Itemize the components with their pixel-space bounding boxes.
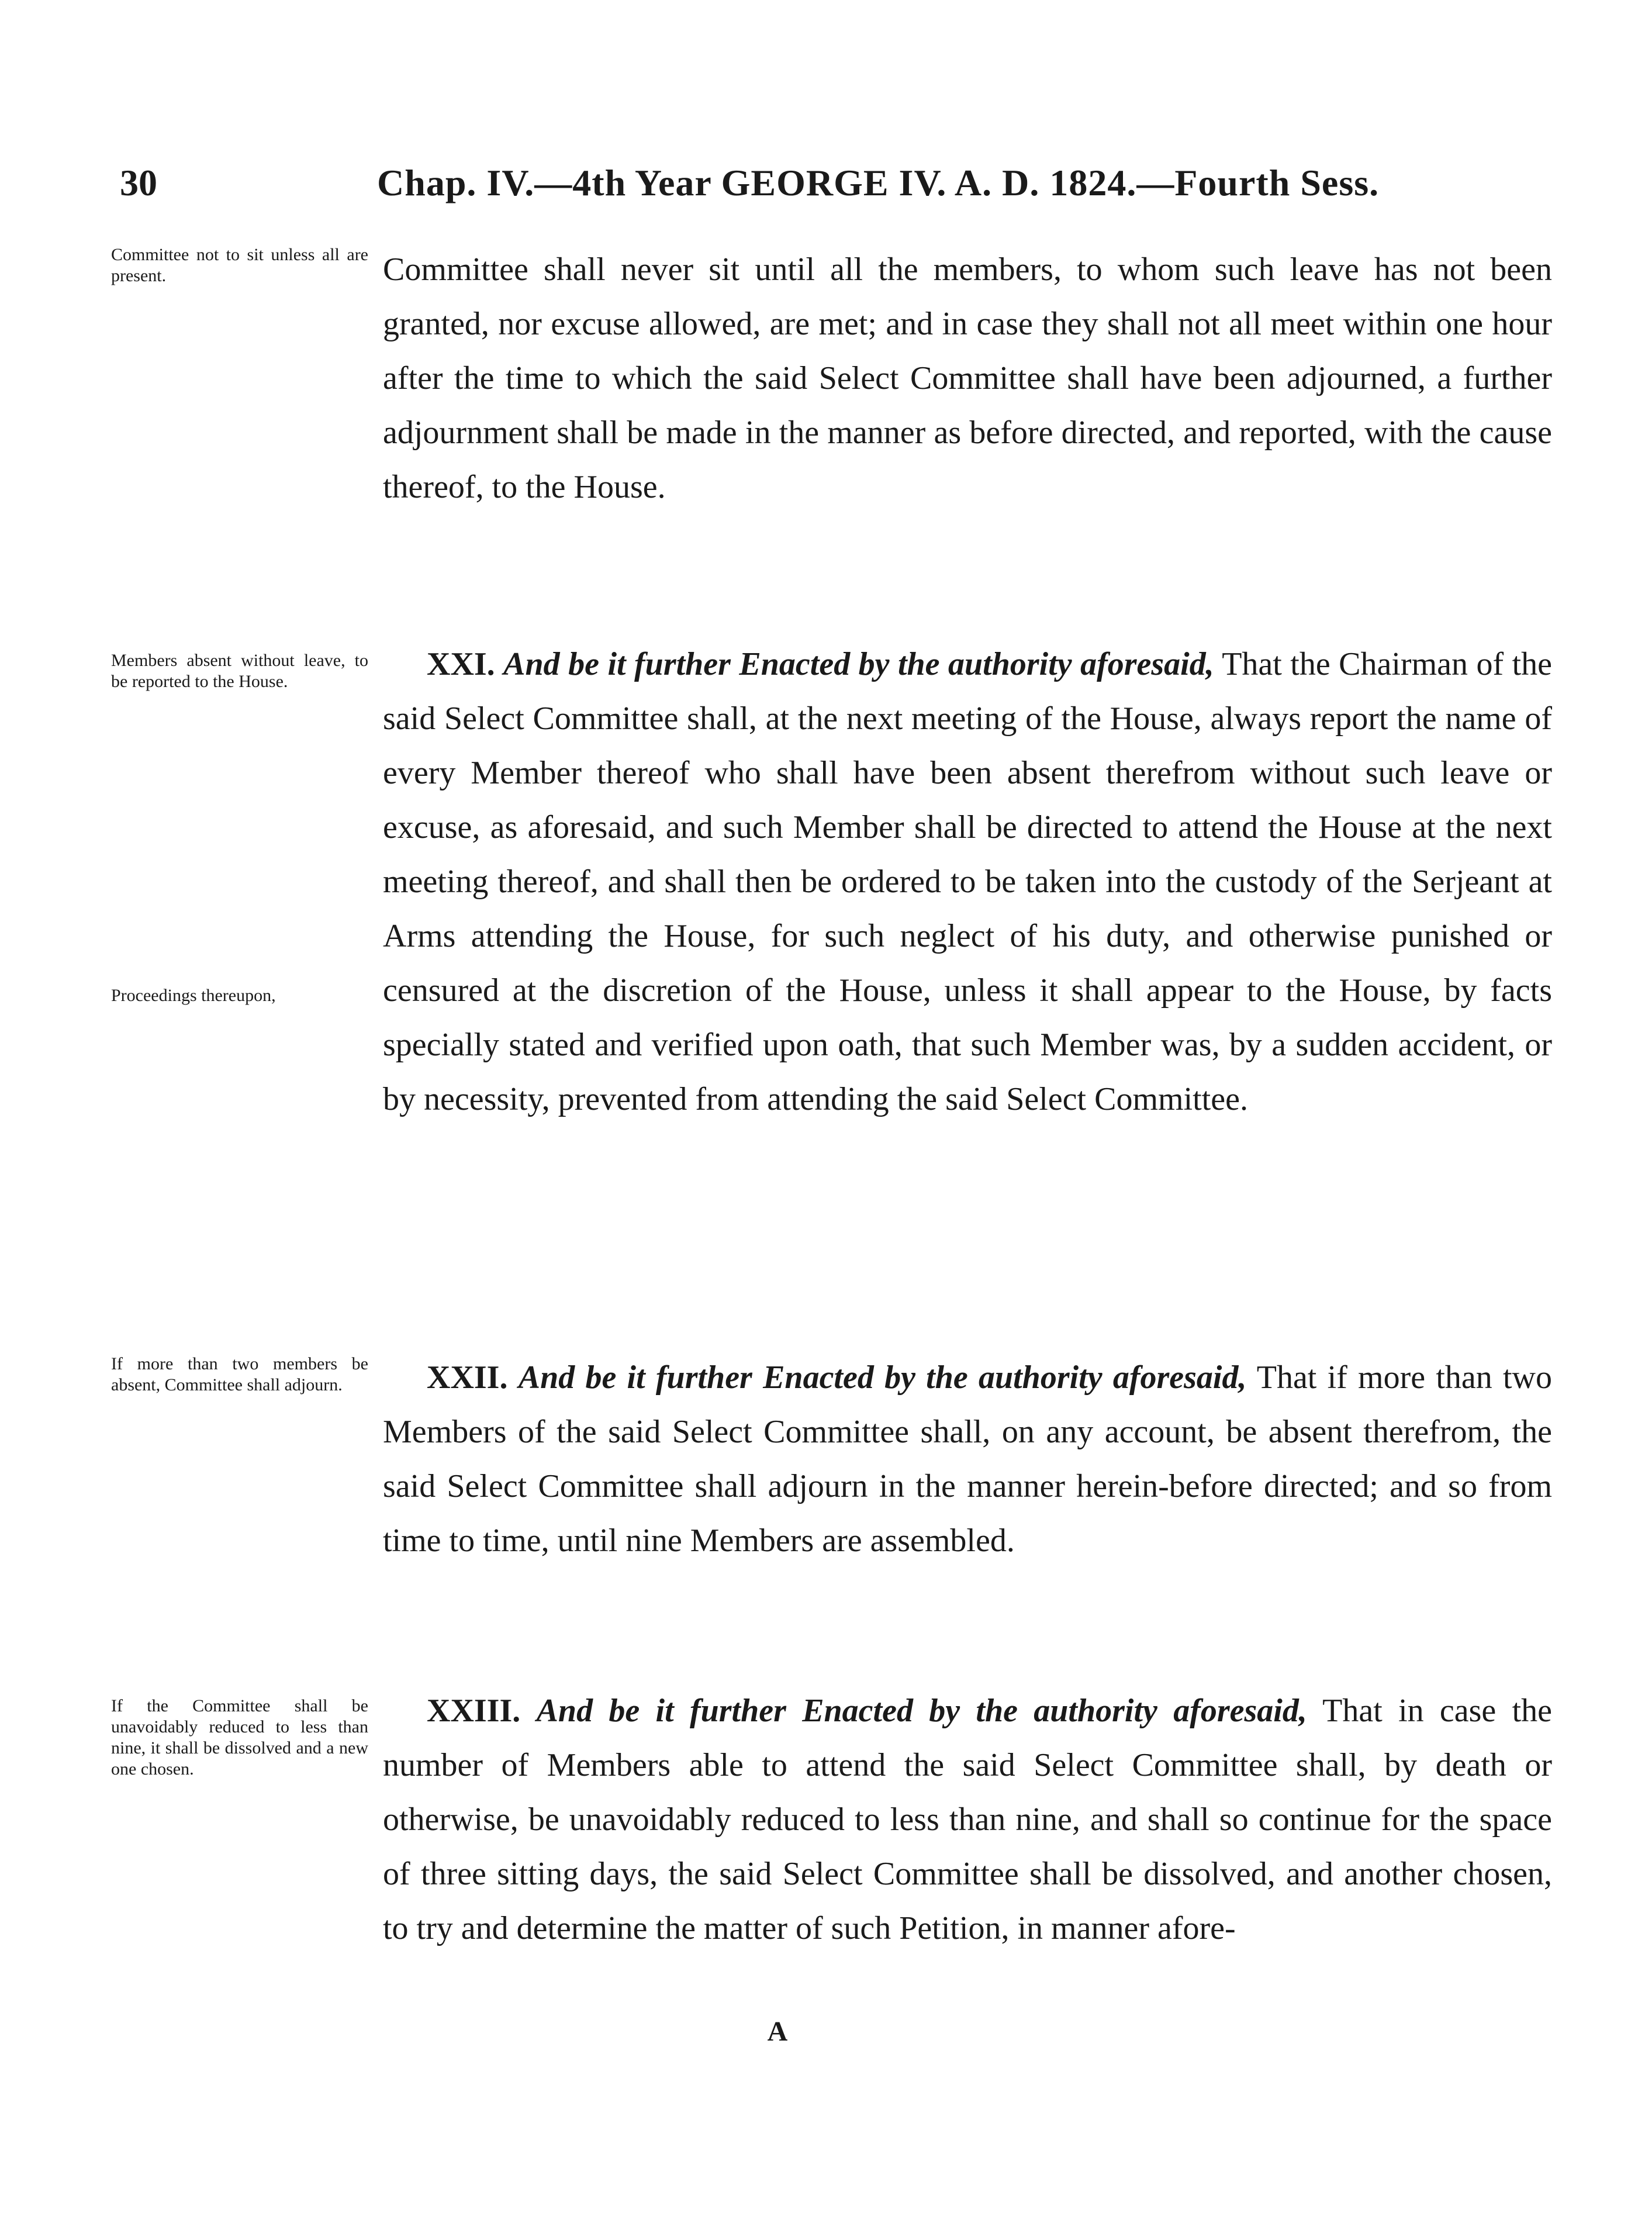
section-xxi bbox=[383, 637, 1552, 1127]
signature-mark: A bbox=[767, 2016, 788, 2047]
section-text: That the Chairman of the said Select Committee shall, at the next meeting of the House, always report the name of every Member thereof who shall have been absent therefrom without such leave or excuse, as aforesaid, and such Member shall be directed to attend the House at the next meeting thereof, and shall then be ordered to be taken into the custody of the Serjeant at Arms attending the House, for such neglect of his duty, and otherwise punished or censured at the discretion of the House, unless it shall appear to the House, by facts specially stated and verified upon oath, that such Member was, by a sudden accident, or by necessity, prevented from attending the said Select Committee. bbox=[383, 646, 1552, 1117]
marginal-note-4: If more than two members be absent, Committee shall adjourn. bbox=[111, 1354, 368, 1394]
running-header bbox=[120, 157, 1581, 209]
section-xxiii bbox=[383, 1684, 1552, 1956]
marginal-note-5: If the Committee shall be unavoidably reduced to less than nine, it shall be dissolved and a new one chosen. bbox=[111, 1696, 368, 1779]
marginal-note-3: Proceedings thereupon, bbox=[111, 986, 276, 1005]
paragraph-continuation bbox=[383, 243, 1552, 515]
section-text: That in case the number of Members able to attend the said Select Committee shall, by death or otherwise, be unavoidably reduced to less than nine, and shall so continue for the space of three sitting days, the said Select Committee shall be dissolved, and another chosen, to try and determine the matter of such Petition, in manner afore- bbox=[383, 1693, 1552, 1946]
marginal-note-1: Committee not to sit unless all are present. bbox=[111, 245, 368, 285]
enacting-formula: And be it further Enacted by the authority aforesaid, bbox=[503, 646, 1214, 682]
section-xxii bbox=[383, 1351, 1552, 1568]
section-number: XXI. bbox=[427, 646, 495, 682]
running-head: Chap. IV.—4th Year GEORGE IV. A. D. 1824.—Fourth Sess. bbox=[377, 162, 1380, 203]
paragraph-text: Committee shall never sit until all the members, to whom such leave has not been granted, nor excuse allowed, are met; and in case they shall not all meet within one hour after the time to which the said Select Committee shall have been adjourned, a further adjournment shall be made in the manner as before directed, and reported, with the cause thereof, to the House. bbox=[383, 251, 1552, 505]
enacting-formula: And be it further Enacted by the authority aforesaid, bbox=[518, 1359, 1247, 1396]
page-number: 30 bbox=[120, 162, 157, 203]
section-number: XXIII. bbox=[427, 1693, 521, 1729]
marginal-note-2: Members absent without leave, to be reported to the House. bbox=[111, 651, 368, 691]
enacting-formula: And be it further Enacted by the authority aforesaid, bbox=[536, 1693, 1307, 1729]
section-text: That if more than two Members of the said Select Committee shall, on any account, be absent therefrom, the said Select Committee shall adjourn in the manner herein-before directed; and so from time to time, until nine Members are assembled. bbox=[383, 1359, 1552, 1559]
section-number: XXII. bbox=[427, 1359, 508, 1396]
